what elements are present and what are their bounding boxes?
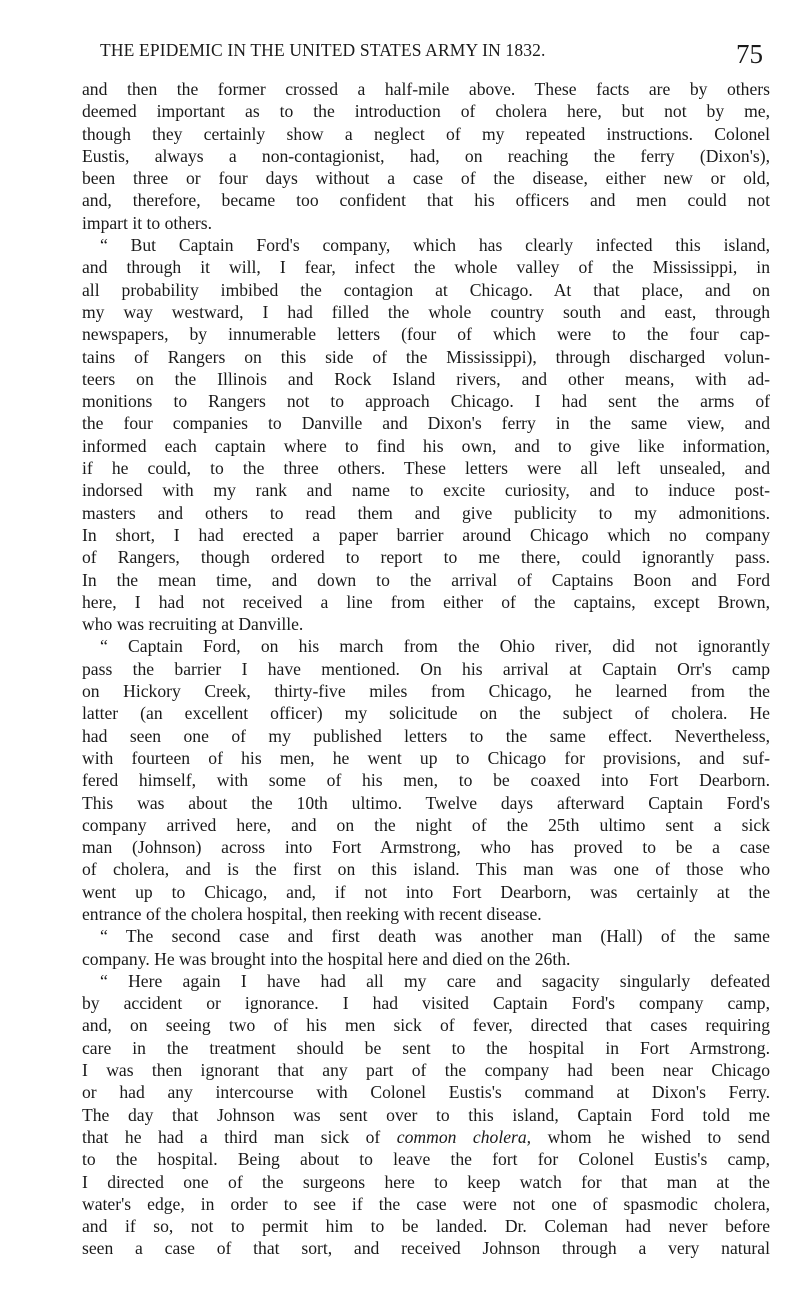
- text-line: impart it to others.: [82, 212, 212, 233]
- text-line: all probability imbibed the contagion at Chicago. At that place, and on: [82, 279, 770, 300]
- body-text: [82, 78, 770, 1260]
- text-line: and, therefore, became too confident that his officers and men could not: [82, 190, 770, 211]
- text-line: I was then ignorant that any part of the company had been near Chicago: [82, 1060, 770, 1081]
- text-segment: that he had a third man sick of: [82, 1126, 381, 1147]
- text-line: tains of Rangers on this side of the Mississippi), through discharged volun-: [82, 346, 770, 367]
- text-line: company arrived here, and on the night of the 25th ultimo sent a sick: [82, 814, 770, 835]
- text-line: or had any intercourse with Colonel Eustis's command at Dixon's Ferry.: [82, 1082, 770, 1103]
- text-line: and if so, not to permit him to be landed. Dr. Coleman had never before: [82, 1216, 770, 1237]
- text-line: This was about the 10th ultimo. Twelve days afterward Captain Ford's: [82, 792, 770, 813]
- text-line: monitions to Rangers not to approach Chicago. I had sent the arms of: [82, 391, 770, 412]
- text-line: who was recruiting at Danville.: [82, 614, 304, 635]
- text-line: In short, I had erected a paper barrier around Chicago which no company: [82, 524, 770, 545]
- text-line: of cholera, and is the first on this island. This man was one of those who: [82, 859, 770, 880]
- running-title: THE EPIDEMIC IN THE UNITED STATES ARMY IN 1832.: [100, 40, 546, 60]
- text-line: “ But Captain Ford's company, which has clearly infected this island,: [100, 235, 770, 256]
- text-line: The day that Johnson was sent over to this island, Captain Ford told me: [82, 1104, 770, 1125]
- text-line: I directed one of the surgeons here to keep watch for that man at the: [82, 1171, 770, 1192]
- text-line: and through it will, I fear, infect the whole valley of the Mississippi, in: [82, 257, 770, 278]
- text-line: had seen one of my published letters to the same effect. Nevertheless,: [82, 725, 770, 746]
- text-segment: whom he wished to send: [547, 1126, 770, 1147]
- text-line-with-italic: [82, 1126, 770, 1148]
- text-line: company. He was brought into the hospital here and died on the 26th.: [82, 948, 571, 969]
- text-line: “ Here again I have had all my care and sagacity singularly defeated: [100, 970, 770, 991]
- text-line: water's edge, in order to see if the case were not one of spasmodic cholera,: [82, 1193, 770, 1214]
- text-line: seen a case of that sort, and received Johnson through a very natural: [82, 1238, 770, 1259]
- italic-phrase: common cholera,: [396, 1126, 532, 1147]
- text-line: “ The second case and first death was another man (Hall) of the same: [100, 926, 770, 947]
- text-line: latter (an excellent officer) my solicitude on the subject of cholera. He: [82, 703, 770, 724]
- text-line: In the mean time, and down to the arrival of Captains Boon and Ford: [82, 569, 770, 590]
- text-line: Eustis, always a non-contagionist, had, on reaching the ferry (Dixon's),: [82, 145, 770, 166]
- text-line: of Rangers, though ordered to report to me there, could ignorantly pass.: [82, 547, 770, 568]
- text-line: the four companies to Danville and Dixon's ferry in the same view, and: [82, 413, 770, 434]
- running-head: [90, 40, 780, 76]
- text-line: went up to Chicago, and, if not into Fort Dearborn, was certainly at the: [82, 881, 770, 902]
- page-number: 75: [736, 39, 763, 69]
- text-line: and, on seeing two of his men sick of fever, directed that cases requiring: [82, 1015, 770, 1036]
- text-line: newspapers, by innumerable letters (four of which were to the four cap-: [82, 324, 770, 345]
- text-line: teers on the Illinois and Rock Island rivers, and other means, with ad-: [82, 368, 770, 389]
- text-line: deemed important as to the introduction of cholera here, but not by me,: [82, 101, 770, 122]
- text-line: entrance of the cholera hospital, then reeking with recent disease.: [82, 903, 542, 924]
- text-line: informed each captain where to find his own, and to give like information,: [82, 435, 770, 456]
- text-line: though they certainly show a neglect of my repeated instructions. Colonel: [82, 123, 770, 144]
- text-line: my way westward, I had filled the whole country south and east, through: [82, 301, 770, 322]
- text-line: masters and others to read them and give publicity to my admonitions.: [82, 502, 770, 523]
- text-line: to the hospital. Being about to leave the fort for Colonel Eustis's camp,: [82, 1149, 770, 1170]
- text-line: here, I had not received a line from either of the captains, except Brown,: [82, 591, 770, 612]
- text-line: if he could, to the three others. These letters were all left unsealed, and: [82, 458, 770, 479]
- text-line: indorsed with my rank and name to excite curiosity, and to induce post-: [82, 480, 770, 501]
- text-line: pass the barrier I have mentioned. On his arrival at Captain Orr's camp: [82, 658, 770, 679]
- text-line: by accident or ignorance. I had visited Captain Ford's company camp,: [82, 993, 770, 1014]
- text-line: care in the treatment should be sent to the hospital in Fort Armstrong.: [82, 1037, 770, 1058]
- text-line: been three or four days without a case of the disease, either new or old,: [82, 168, 770, 189]
- text-line: with fourteen of his men, he went up to Chicago for provisions, and suf-: [82, 747, 770, 768]
- text-line: on Hickory Creek, thirty-five miles from Chicago, he learned from the: [82, 681, 770, 702]
- text-line: man (Johnson) across into Fort Armstrong, who has proved to be a case: [82, 837, 770, 858]
- text-line: fered himself, with some of his men, to be coaxed into Fort Dearborn.: [82, 770, 770, 791]
- text-line: “ Captain Ford, on his march from the Ohio river, did not ignorantly: [100, 636, 770, 657]
- text-line: and then the former crossed a half-mile above. These facts are by others: [82, 79, 770, 99]
